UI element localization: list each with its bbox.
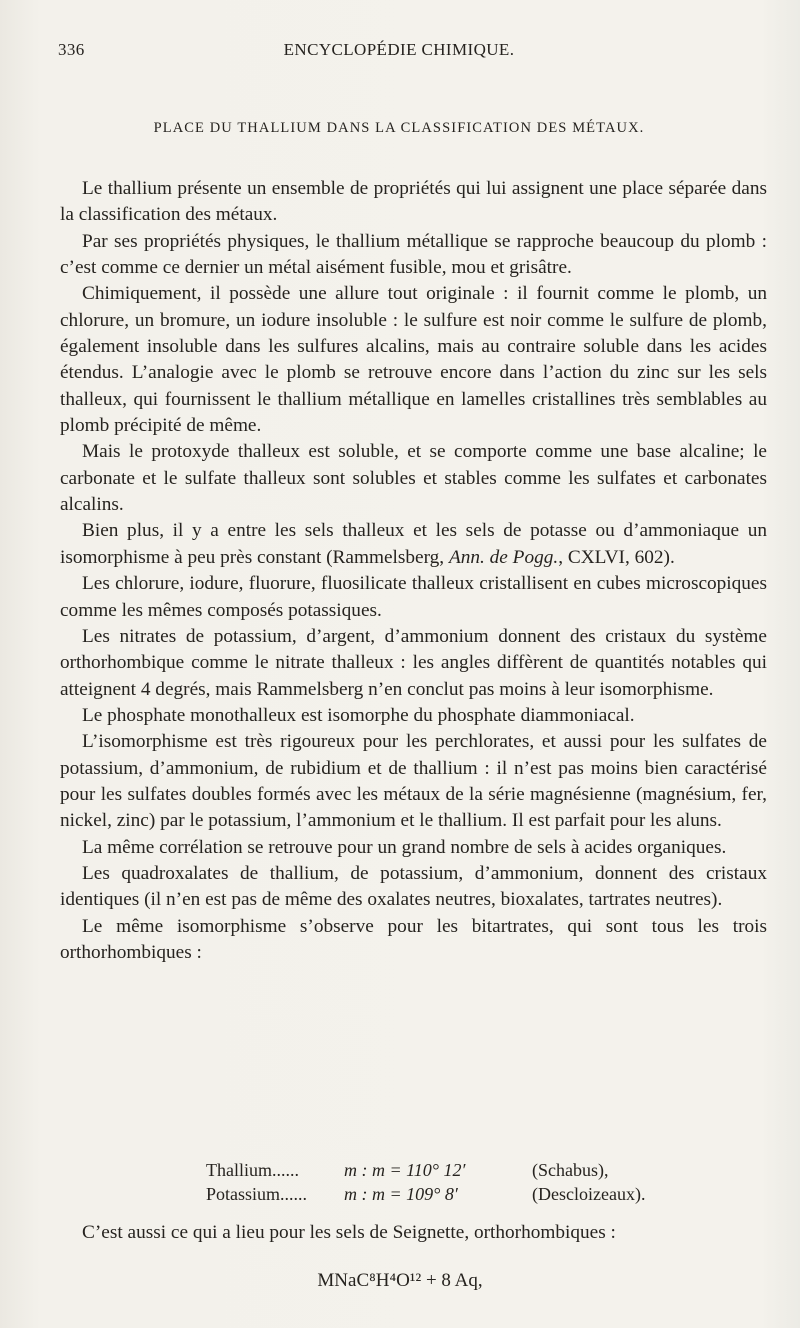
table-row	[206, 1182, 672, 1206]
citation-italic: Ann. de Pogg.	[448, 546, 559, 568]
paragraph: Le phosphate monothalleux est isomorphe du phosphate diammoniacal.	[82, 704, 635, 726]
section-title: PLACE DU THALLIUM DANS LA CLASSIFICATION DES MÉTAUX.	[153, 120, 645, 136]
paragraph: Le thallium présente un ensemble de propriétés qui lui assignent une place séparée dans la classification des métaux.	[60, 178, 767, 226]
paragraph: L’isomorphisme est très rigoureux pour les perchlorates, et aussi pour les sulfates de potassium, d’ammonium, de rubidium et de thallium : il n’est pas moins bien caractérisé pour les sulfates doubles formés avec les métaux de la série magnésienne (magnésium, fer, nickel, zinc) par le potassium, l’ammonium et le thallium. Il est parfait pour les aluns.	[60, 731, 767, 832]
paragraph-text: , CXLVI, 602).	[558, 546, 675, 568]
paragraph: Les chlorure, iodure, fluorure, fluosilicate thalleux cristallisent en cubes microscopiques comme les mêmes composés potassiques.	[60, 573, 767, 621]
paragraph: Mais le protoxyde thalleux est soluble, et se comporte comme une base alcaline; le carbonate et le sulfate thalleux sont solubles et stables comme les sulfates et carbonates alcalins.	[60, 441, 767, 516]
table-row	[206, 1158, 672, 1182]
table-cell-relation: m : m = 110° 12′	[344, 1160, 466, 1180]
paragraph: Les quadroxalates de thallium, de potassium, d’ammonium, donnent des cristaux identiques (il n’en est pas de même des oxalates neutres, bioxalates, tartrates neutres).	[60, 862, 767, 911]
paragraph-text: Bien plus, il y a entre les sels thalleux et les sels de potasse ou d’ammoniaque un isomorphisme à peu près constant (Rammelsberg,	[60, 520, 767, 568]
table-cell-relation: m : m = 109° 8′	[344, 1184, 458, 1204]
paragraph: La même corrélation se retrouve pour un grand nombre de sels à acides organiques.	[82, 836, 727, 858]
angle-table	[206, 1158, 672, 1206]
table-cell-reference: (Descloizeaux).	[532, 1184, 646, 1204]
table-cell-reference: (Schabus),	[532, 1160, 609, 1180]
running-title: ENCYCLOPÉDIE CHIMIQUE.	[283, 40, 515, 59]
paragraph: Chimiquement, il possède une allure tout originale : il fournit comme le plomb, un chlorure, un bromure, un iodure insoluble : le sulfure est noir comme le sulfure de plomb, également insoluble dans les sulfures alcalins, mais au contraire soluble dans les acides étendus. L’analogie avec le plomb se retrouve encore dans l’action du zinc sur les sels thalleux, qui fournissent le thallium métallique en lamelles cristallines très semblables au plomb précipité de même.	[60, 283, 767, 437]
paragraph: Le même isomorphisme s’observe pour les bitartrates, qui sont tous les trois orthorhombiques :	[60, 915, 767, 963]
table-cell-name: Thallium......	[206, 1160, 299, 1180]
closing-text	[60, 1220, 767, 1246]
paragraph: C’est aussi ce qui a lieu pour les sels de Seignette, orthorhombiques :	[82, 1222, 616, 1243]
body-text	[60, 176, 767, 966]
paragraph: Par ses propriétés physiques, le thallium métallique se rapproche beaucoup du plomb : c’est comme ce dernier un métal aisément fusible, mou et grisâtre.	[60, 230, 767, 279]
page-number: 336	[58, 40, 85, 59]
paragraph: Les nitrates de potassium, d’argent, d’ammonium donnent des cristaux du système orthorhombique comme le nitrate thalleux : les angles diffèrent de quantités notables qui atteignent 4 degrés, mais Rammelsberg n’en conclut pas moins à leur isomorphisme.	[60, 625, 767, 700]
paragraph	[60, 518, 767, 571]
table-cell-name: Potassium......	[206, 1184, 308, 1204]
chemical-formula: MNaC⁸H⁴O¹² + 8 Aq,	[317, 1270, 483, 1291]
running-header	[58, 40, 740, 66]
